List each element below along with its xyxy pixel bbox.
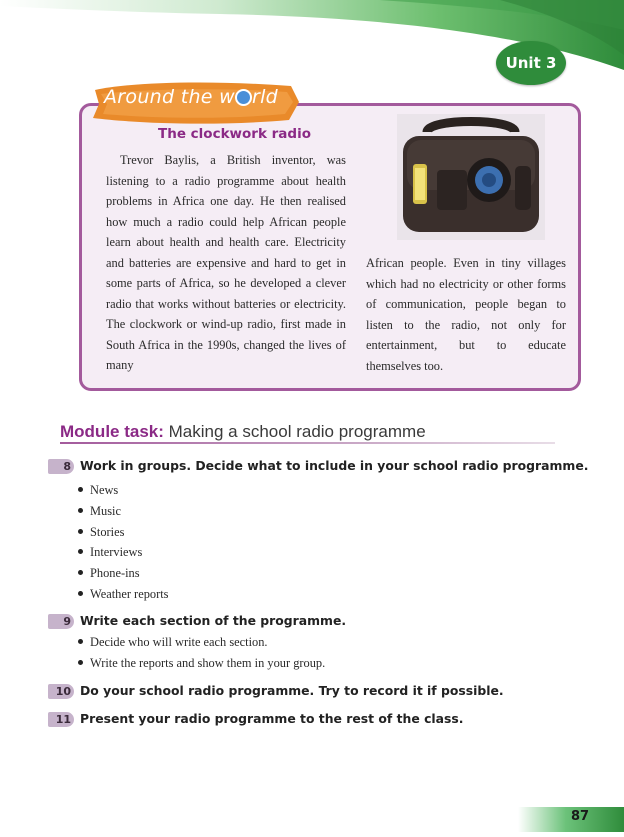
task-8-list [78, 480, 168, 605]
unit-badge: Unit 3 [496, 41, 566, 85]
list-item: Decide who will write each section. [78, 632, 325, 653]
clockwork-radio-image [397, 114, 545, 240]
article-title: The clockwork radio [158, 126, 311, 142]
task-text: Work in groups. Decide what to include in your school radio programme. [80, 458, 589, 473]
list-item: News [78, 480, 168, 501]
task-number: 9 [48, 614, 74, 629]
list-item: Interviews [78, 542, 168, 563]
around-the-world-title: Around the w rld [104, 86, 279, 108]
task-number: 10 [48, 684, 74, 699]
list-item: Phone-ins [78, 563, 168, 584]
task-9-list [78, 632, 325, 674]
article-paragraph-right: African people. Even in tiny villages which had no electricity or other forms of communication, people began to listen to the radio, not only for entertainment, but to educate themselves too. [366, 256, 566, 373]
task-11 [48, 711, 463, 727]
list-item: Write the reports and show them in your group. [78, 653, 325, 674]
globe-icon [235, 89, 252, 106]
module-heading-underline [60, 442, 555, 444]
module-task-heading: Module task: Making a school radio programme [60, 422, 426, 441]
article-paragraph-left: Trevor Baylis, a British inventor, was listening to a radio programme about health problems in Africa one day. He then realised how much a radio could help African people learn about health and health care. Electricity and batteries are expensive and hard to get in some parts of Africa, so he developed a clever radio that works without batteries or electricity. The clockwork or wind-up radio, first made in South Africa in the 1990s, changed the lives of many [106, 153, 346, 372]
task-10 [48, 683, 504, 699]
list-item: Weather reports [78, 584, 168, 605]
task-number: 8 [48, 459, 74, 474]
task-8 [48, 458, 588, 474]
page-number: 87 [571, 809, 590, 824]
task-number: 11 [48, 712, 74, 727]
task-text: Do your school radio programme. Try to record it if possible. [80, 683, 504, 698]
list-item: Stories [78, 522, 168, 543]
task-text: Write each section of the programme. [80, 613, 347, 628]
task-text: Present your radio programme to the rest of the class. [80, 711, 464, 726]
task-9 [48, 613, 346, 629]
list-item: Music [78, 501, 168, 522]
